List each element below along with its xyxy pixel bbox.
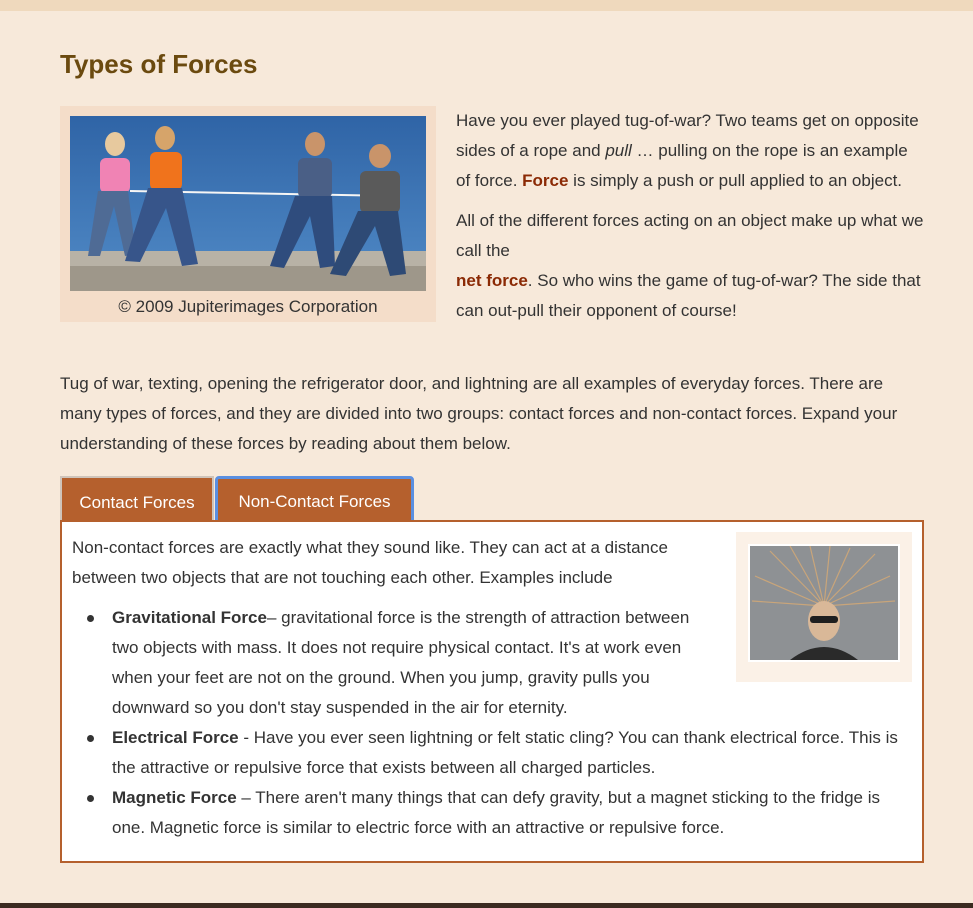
intro-p1-text-b: … pulling on the rope is an example of force.: [456, 141, 908, 190]
list-item-electrical: [112, 723, 912, 783]
electrical-term: Electrical Force: [112, 728, 239, 747]
main-content: [60, 45, 924, 531]
intro-p2-text-a: All of the different forces acting on an object make up what we call the: [456, 211, 924, 260]
list-item-gravitational: [112, 603, 712, 723]
electrical-description: - Have you ever seen lightning or felt static cling? You can thank electrical force. This is the attractive or repulsive force that exists between all charged particles.: [112, 728, 898, 777]
forces-overview-paragraph: Tug of war, texting, opening the refrigerator door, and lightning are all examples of everyday forces. There are many types of forces, and they are divided into two groups: contact forces and non-contact forces. Expand your understanding of these forces by reading about them below.: [60, 374, 898, 453]
magnetic-description: – There aren't many things that can defy gravity, but a magnet sticking to the fridge is one. Magnetic force is similar to electric force with an attractive or repulsive force.: [112, 788, 880, 837]
intro-paragraph-1: [456, 106, 926, 196]
photo-caption: © 2009 Jupiterimages Corporation: [118, 297, 378, 316]
intro-p1-text-c: is simply a push or pull applied to an object.: [568, 171, 903, 190]
tab-non-contact-forces[interactable]: Non-Contact Forces: [215, 476, 414, 527]
intro-paragraph-2: [456, 206, 926, 326]
magnetic-term: Magnetic Force: [112, 788, 237, 807]
bottom-bar: [0, 903, 973, 908]
gravitational-term: Gravitational Force: [112, 608, 267, 627]
tab-contact-forces[interactable]: Contact Forces: [60, 476, 214, 527]
page-title: Types of Forces: [60, 49, 258, 79]
tug-of-war-figure: [60, 106, 436, 322]
force-list: [72, 603, 912, 843]
panel-lead-text: Non-contact forces are exactly what they sound like. They can act at a distance between two objects that are not touching each other. Examples include: [72, 538, 668, 587]
panel-body: [72, 533, 912, 843]
list-item-magnetic: [112, 783, 912, 843]
top-bar: [0, 0, 973, 11]
non-contact-forces-panel: [60, 520, 924, 863]
intro-p2-text-b: . So who wins the game of tug-of-war? The side that can out-pull their opponent of course!: [456, 271, 921, 320]
pull-emphasis: pull: [605, 141, 632, 160]
gravitational-description: – gravitational force is the strength of attraction between two objects with mass. It does not require physical contact. It's at work even when your feet are not on the ground. When you jump, gravity pulls you downward so you don't stay suspended in the air for eternity.: [112, 608, 690, 717]
force-term: Force: [522, 171, 569, 190]
tug-of-war-photo: [70, 116, 426, 291]
net-force-term: net force: [456, 271, 528, 290]
intro-section: [60, 106, 924, 356]
intro-text: [456, 106, 926, 326]
intro-p1-text-a: Have you ever played tug-of-war? Two teams get on opposite sides of a rope and: [456, 111, 919, 160]
